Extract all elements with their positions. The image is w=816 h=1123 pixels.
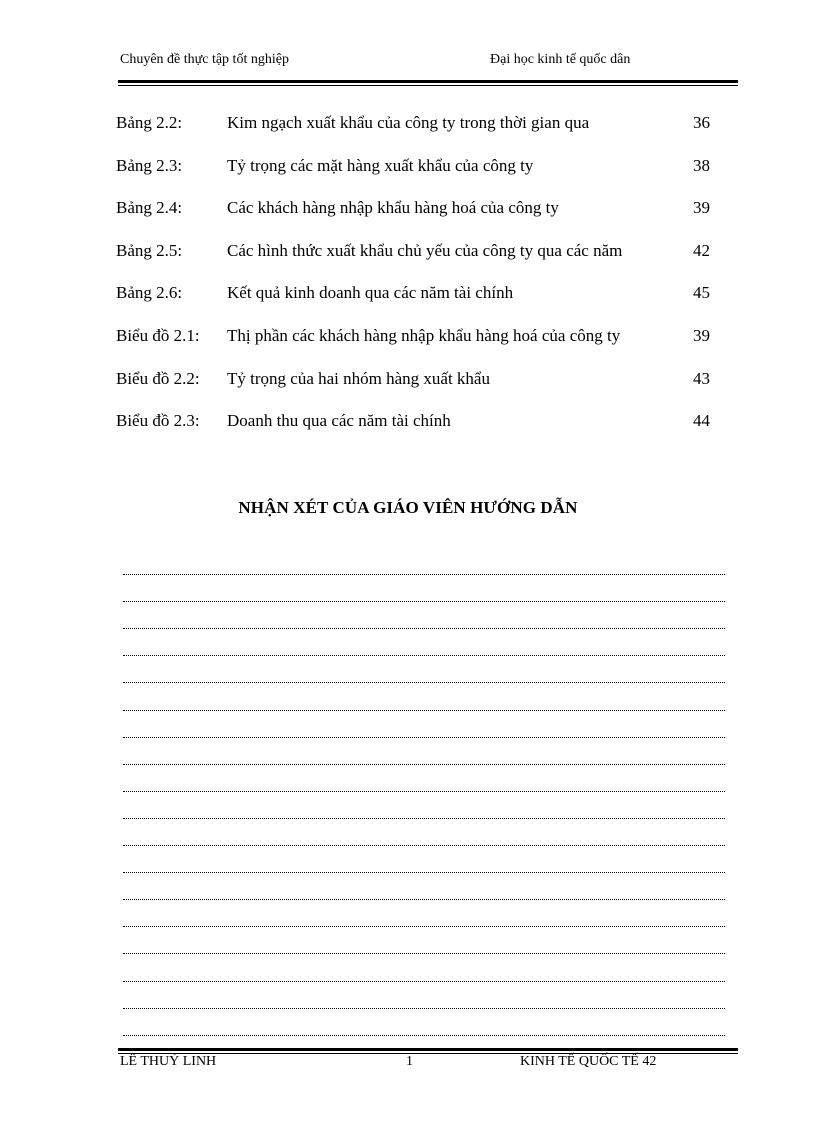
header-rule [118, 80, 738, 86]
dotted-line [123, 738, 725, 765]
toc-row [116, 153, 716, 196]
dotted-line [123, 575, 725, 602]
dotted-line [123, 792, 725, 819]
toc-title: Tỷ trọng các mặt hàng xuất khẩu của công ty [227, 155, 534, 175]
toc-title: Thị phần các khách hàng nhập khẩu hàng hoá của công ty [227, 325, 621, 345]
dotted-line [123, 548, 725, 575]
dotted-line [123, 629, 725, 656]
toc-page-number: 45 [693, 283, 710, 303]
toc-page-number: 44 [693, 411, 710, 431]
toc-row [116, 195, 716, 238]
toc-row [116, 323, 716, 366]
section-heading: NHẬN XÉT CỦA GIÁO VIÊN HƯỚNG DẪN [238, 498, 578, 517]
toc-label: Bảng 2.6: [116, 283, 183, 303]
dotted-line [123, 954, 725, 981]
footer-author: LÊ THUỶ LINH [120, 1054, 217, 1069]
header-left-text: Chuyên đề thực tập tốt nghiệp [120, 52, 289, 67]
toc-title: Các hình thức xuất khẩu chủ yếu của công ty qua các năm [227, 240, 623, 260]
toc-title: Doanh thu qua các năm tài chính [227, 411, 451, 431]
comment-lines [123, 548, 725, 1036]
dotted-line [123, 765, 725, 792]
toc-row [116, 280, 716, 323]
page-number: 1 [406, 1054, 413, 1069]
toc-label: Biểu đồ 2.1: [116, 325, 200, 345]
toc-label: Bảng 2.3: [116, 155, 183, 175]
dotted-line [123, 819, 725, 846]
toc-page-number: 38 [693, 155, 710, 175]
dotted-line [123, 711, 725, 738]
dotted-line [123, 982, 725, 1009]
dotted-line [123, 602, 725, 629]
page-header [118, 52, 738, 74]
toc-label: Bảng 2.4: [116, 198, 183, 218]
footer-class: KINH TẾ QUỐC TẾ 42 [520, 1054, 657, 1069]
dotted-line [123, 873, 725, 900]
toc-label: Bảng 2.2: [116, 113, 183, 132]
table-of-figures [116, 110, 716, 451]
toc-label: Bảng 2.5: [116, 240, 183, 260]
dotted-line [123, 927, 725, 954]
page-footer [118, 1054, 738, 1074]
toc-page-number: 39 [693, 325, 710, 345]
toc-row [116, 110, 716, 153]
dotted-line [123, 1009, 725, 1036]
toc-label: Biểu đồ 2.2: [116, 368, 200, 388]
toc-page-number: 43 [693, 368, 710, 388]
dotted-line [123, 846, 725, 873]
dotted-line [123, 900, 725, 927]
toc-page-number: 42 [693, 240, 710, 260]
toc-label: Biểu đồ 2.3: [116, 411, 200, 431]
toc-row [116, 238, 716, 281]
toc-title: Kết quả kinh doanh qua các năm tài chính [227, 283, 514, 303]
dotted-line [123, 683, 725, 710]
toc-title: Kim ngạch xuất khẩu của công ty trong thời gian qua [227, 113, 590, 132]
toc-page-number: 36 [693, 113, 710, 132]
toc-title: Tỷ trọng của hai nhóm hàng xuất khẩu [227, 368, 490, 388]
toc-title: Các khách hàng nhập khẩu hàng hoá của công ty [227, 198, 559, 218]
toc-page-number: 39 [693, 198, 710, 218]
toc-row [116, 408, 716, 451]
toc-row [116, 366, 716, 409]
header-right-text: Đại học kinh tế quốc dân [490, 52, 631, 67]
dotted-line [123, 656, 725, 683]
